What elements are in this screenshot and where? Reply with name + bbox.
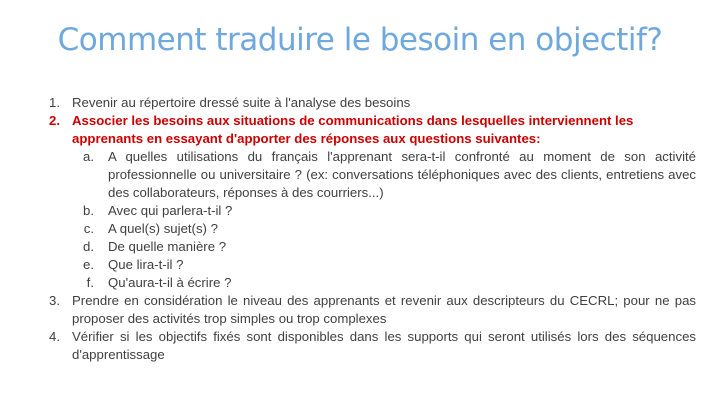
list-number: 3. [49, 293, 60, 308]
sub-letter: b. [83, 203, 94, 218]
sub-letter: d. [83, 239, 94, 254]
list-item-text: Vérifier si les objectifs fixés sont disponibles dans les supports qui seront utilisés lors des séquences d'apprentissage [72, 329, 696, 362]
list-number: 2. [49, 113, 60, 128]
sub-item-text: A quelles utilisations du français l'apprenant sera-t-il confronté au moment de son activité professionnelle ou universitaire ? (ex: conversations téléphoniques avec des clients, entretiens avec des collaborateurs, réponses à des courriers...) [108, 149, 696, 200]
sub-item-f [72, 274, 696, 292]
sub-item-e [72, 256, 696, 274]
sub-item-text: Que lira-t-il ? [108, 257, 184, 272]
sub-letter: e. [83, 257, 94, 272]
sub-letter: c. [83, 221, 94, 236]
list-item-text: Associer les besoins aux situations de communications dans lesquelles interviennent les apprenants en essayant d'apporter des réponses aux questions suivantes: [72, 113, 634, 146]
list-item-3 [36, 292, 696, 328]
list-item-text: Prendre en considération le niveau des apprenants et revenir aux descripteurs du CECRL; pour ne pas proposer des activités trop simples ou trop complexes [72, 293, 696, 326]
list-number: 4. [49, 329, 60, 344]
sub-item-b [72, 202, 696, 220]
sub-letter: a. [83, 149, 94, 164]
sub-item-a [72, 148, 696, 202]
list-item-4 [36, 328, 696, 364]
sub-item-text: A quel(s) sujet(s) ? [108, 221, 218, 236]
list-item-2 [36, 112, 696, 292]
numbered-list [36, 94, 696, 364]
list-number: 1. [49, 95, 60, 110]
list-item-text: Revenir au répertoire dressé suite à l'analyse des besoins [72, 95, 411, 110]
sub-letter: f. [86, 275, 94, 290]
sub-item-c [72, 220, 696, 238]
sub-item-text: Avec qui parlera-t-il ? [108, 203, 233, 218]
sub-item-d [72, 238, 696, 256]
sub-item-text: Qu'aura-t-il à écrire ? [108, 275, 232, 290]
sub-item-text: De quelle manière ? [108, 239, 227, 254]
list-item-1 [36, 94, 696, 112]
slide-title: Comment traduire le besoin en objectif? [57, 22, 663, 58]
